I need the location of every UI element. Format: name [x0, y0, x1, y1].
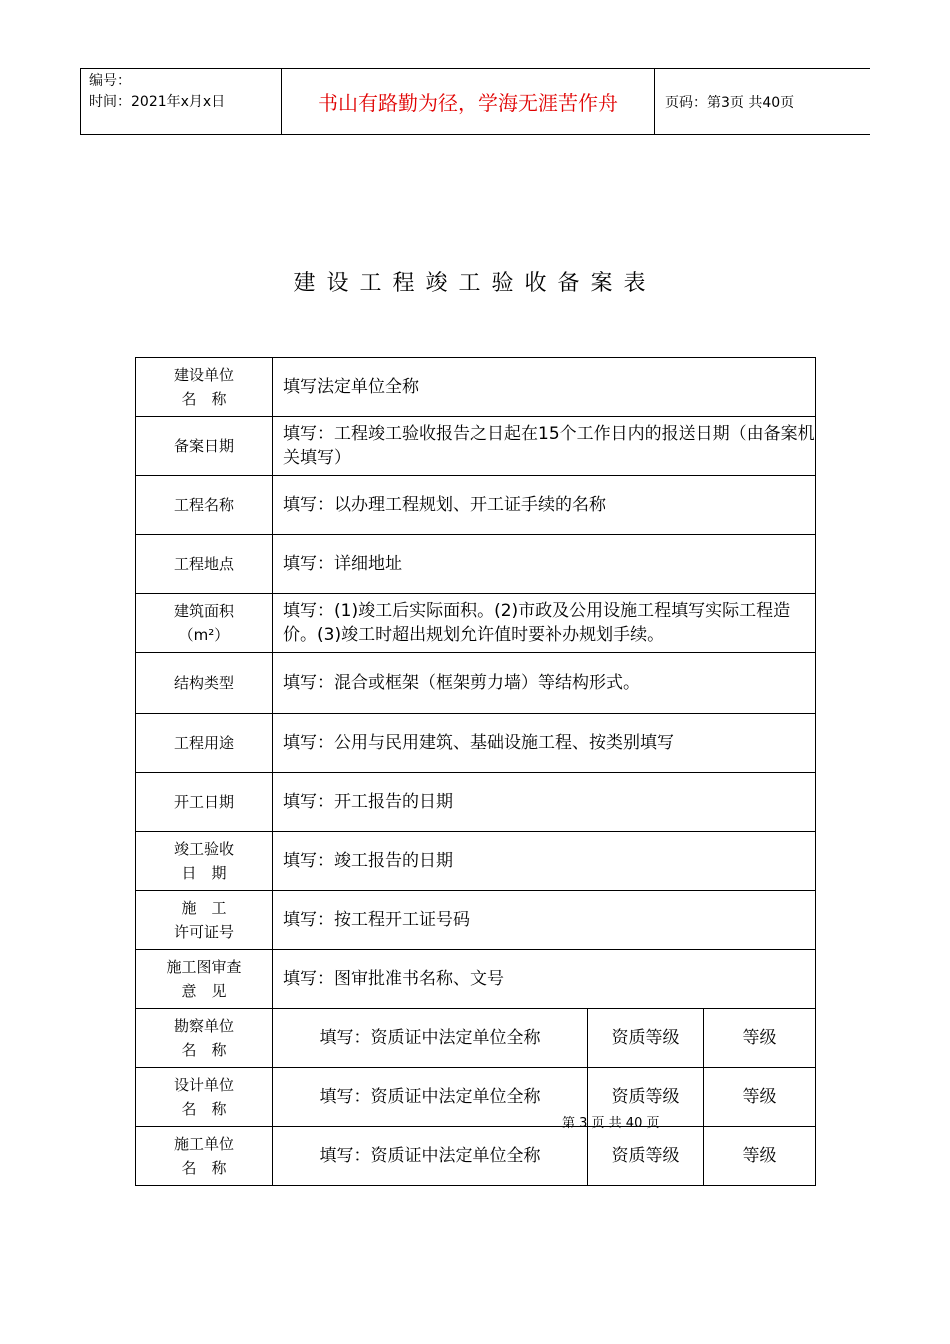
- row-label: 建筑面积 （m²）: [136, 594, 273, 653]
- grade-value: 等级: [704, 1127, 816, 1186]
- row-value: 填写：开工报告的日期: [273, 773, 816, 832]
- number-label: 编号：: [89, 73, 131, 89]
- unit-name-value: 填写：资质证中法定单位全称: [273, 1068, 588, 1127]
- table-row: [136, 535, 816, 594]
- table-row: [136, 476, 816, 535]
- row-label: 结构类型: [136, 653, 273, 714]
- header-left: [81, 69, 282, 134]
- record-table: [135, 357, 816, 1186]
- grade-label: 资质等级: [588, 1127, 704, 1186]
- row-value: 填写法定单位全称: [273, 358, 816, 417]
- page-info: 页码：第3页 共40页: [665, 94, 795, 111]
- unit-name-value: 填写：资质证中法定单位全称: [273, 1127, 588, 1186]
- row-label: 施工图审查 意 见: [136, 950, 273, 1009]
- row-label: 工程地点: [136, 535, 273, 594]
- table-row: [136, 832, 816, 891]
- row-label: 工程名称: [136, 476, 273, 535]
- grade-label: 资质等级: [588, 1068, 704, 1127]
- row-label: 竣工验收 日 期: [136, 832, 273, 891]
- row-value: 填写：(1)竣工后实际面积。(2)市政及公用设施工程填写实际工程造价。(3)竣工时超出规划允许值时要补办规划手续。: [273, 594, 816, 653]
- table-row: [136, 714, 816, 773]
- table-row: [136, 773, 816, 832]
- grade-label: 资质等级: [588, 1009, 704, 1068]
- time-label: 时间：2021年x月x日: [89, 94, 226, 110]
- row-label: 备案日期: [136, 417, 273, 476]
- table-row: [136, 1068, 816, 1127]
- row-label: 开工日期: [136, 773, 273, 832]
- row-value: 填写：混合或框架（框架剪力墙）等结构形式。: [273, 653, 816, 714]
- page-footer: 第 3 页 共 40 页: [562, 1116, 660, 1131]
- row-value: 填写：详细地址: [273, 535, 816, 594]
- header-box: [80, 68, 870, 135]
- row-label: 勘察单位 名 称: [136, 1009, 273, 1068]
- table-row: [136, 950, 816, 1009]
- table-row: [136, 1127, 816, 1186]
- table-row: [136, 417, 816, 476]
- grade-value: 等级: [704, 1068, 816, 1127]
- table-row: [136, 358, 816, 417]
- unit-name-value: 填写：资质证中法定单位全称: [273, 1009, 588, 1068]
- motto: 书山有路勤为径，学海无涯苦作舟: [282, 69, 655, 134]
- row-value: 填写：竣工报告的日期: [273, 832, 816, 891]
- row-label: 施 工 许可证号: [136, 891, 273, 950]
- row-value: 填写：按工程开工证号码: [273, 891, 816, 950]
- row-label: 设计单位 名 称: [136, 1068, 273, 1127]
- row-value: 填写：公用与民用建筑、基础设施工程、按类别填写: [273, 714, 816, 773]
- row-label: 施工单位 名 称: [136, 1127, 273, 1186]
- row-value: 填写：图审批准书名称、文号: [273, 950, 816, 1009]
- row-label: 工程用途: [136, 714, 273, 773]
- row-value: 填写：工程竣工验收报告之日起在15个工作日内的报送日期（由备案机关填写）: [273, 417, 816, 476]
- row-label: 建设单位 名 称: [136, 358, 273, 417]
- table-row: [136, 594, 816, 653]
- table-row: [136, 891, 816, 950]
- page-title: 建设工程竣工验收备案表: [293, 271, 657, 296]
- table-row: [136, 1009, 816, 1068]
- row-value: 填写：以办理工程规划、开工证手续的名称: [273, 476, 816, 535]
- grade-value: 等级: [704, 1009, 816, 1068]
- table-row: [136, 653, 816, 714]
